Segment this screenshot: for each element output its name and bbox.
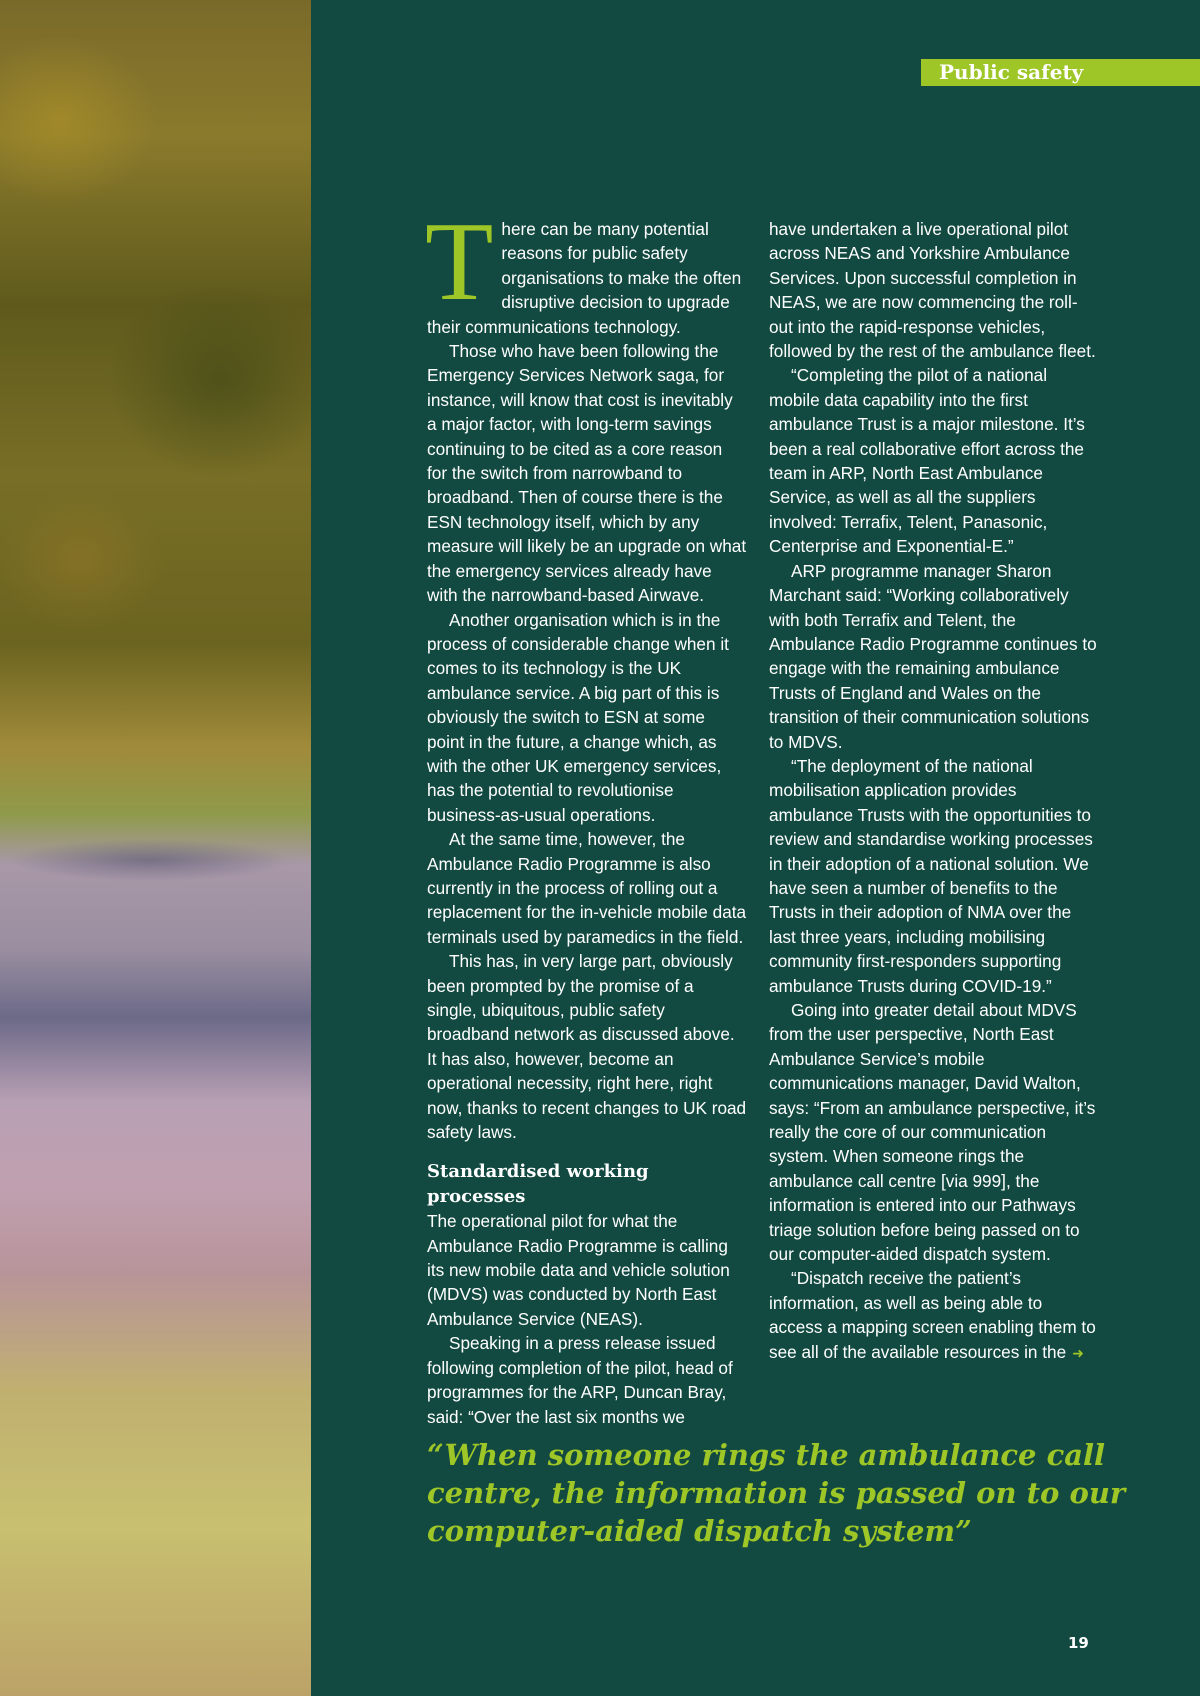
section-label: Public safety <box>921 59 1200 86</box>
paragraph: Going into greater detail about MDVS from the user perspective, North East Ambulance Service’s mobile communications manager, David Walton, says: “From an ambulance perspective, it’s really the core of our communication system. When someone rings the ambulance call centre [via 999], the information is entered into our Pathways triage solution before being passed on to our computer-aided dispatch system. <box>769 1000 1096 1265</box>
article-column-2 <box>769 217 1099 1365</box>
paragraph: The operational pilot for what the Ambulance Radio Programme is calling its new mobile data and vehicle solution (MDVS) was conducted by North East Ambulance Service (NEAS). <box>427 1211 730 1329</box>
paragraph: “Dispatch receive the patient’s information, as well as being able to access a mapping screen enabling them to see all of the available resources in the ➜ <box>769 1268 1096 1362</box>
paragraph: “The deployment of the national mobilisation application provides ambulance Trusts with the opportunities to review and standardise working processes in their adoption of a national solution. We have seen a number of benefits to the Trusts in their adoption of NMA over the last three years, including mobilising community first-responders supporting ambulance Trusts during COVID-19.” <box>769 755 1093 996</box>
continue-arrow-icon: ➜ <box>1072 1344 1084 1361</box>
page-number: 19 <box>1068 1634 1089 1652</box>
article-column-1 <box>425 200 747 1429</box>
paragraph: At the same time, however, the Ambulance Radio Programme is also currently in the process of rolling out a replacement for the in-vehicle mobile data terminals used by paramedics in the field. <box>427 829 747 947</box>
background-photo <box>0 0 311 1696</box>
paragraph: ARP programme manager Sharon Marchant said: “Working collaboratively with both Terrafix and Telent, the Ambulance Radio Programme continues to engage with the remaining ambulance Trusts of England and Wales on the transition of their communication solutions to MDVS. <box>769 560 1097 752</box>
paragraph: Speaking in a press release issued following completion of the pilot, head of programmes for the ARP, Duncan Bray, said: “Over the last six months we <box>427 1333 733 1427</box>
pull-quote: “When someone rings the ambulance call centre, the information is passed on to our computer-aided dispatch system” <box>427 1438 1126 1548</box>
paragraph: This has, in very large part, obviously been prompted by the promise of a single, ubiquitous, public safety broadband network as discussed above. It has also, however, become an operational necessity, right here, right now, thanks to recent changes to UK road safety laws. <box>427 951 747 1143</box>
paragraph: Those who have been following the Emergency Services Network saga, for instance, will know that cost is inevitably a major factor, with long-term savings continuing to be cited as a core reason for the switch from narrowband to broadband. Then of course there is the ESN technology itself, which by any measure will likely be an upgrade on what the emergency services already have with the narrowband-based Airwave. <box>427 341 747 606</box>
drop-cap: T <box>425 200 494 324</box>
paragraph: There can be many potential reasons for public safety organisations to make the often disruptive decision to upgrade their communications technology. <box>425 200 742 337</box>
subheading: Standardised working processes <box>427 1161 649 1207</box>
paragraph: Another organisation which is in the process of considerable change when it comes to its technology is the UK ambulance service. A big part of this is obviously the switch to ESN at some point in the future, a change which, as with the other UK emergency services, has the potential to revolutionise business-as-usual operations. <box>427 609 729 825</box>
paragraph: “Completing the pilot of a national mobile data capability into the first ambulance Trust is a major milestone. It’s been a real collaborative effort across the team in ARP, North East Ambulance Service, as well as all the suppliers involved: Terrafix, Telent, Panasonic, Centerprise and Exponential-E.” <box>769 365 1085 557</box>
paragraph: have undertaken a live operational pilot across NEAS and Yorkshire Ambulance Services. Upon successful completion in NEAS, we are now commencing the roll-out into the rapid-response vehicles, followed by the rest of the ambulance fleet. <box>769 219 1096 362</box>
